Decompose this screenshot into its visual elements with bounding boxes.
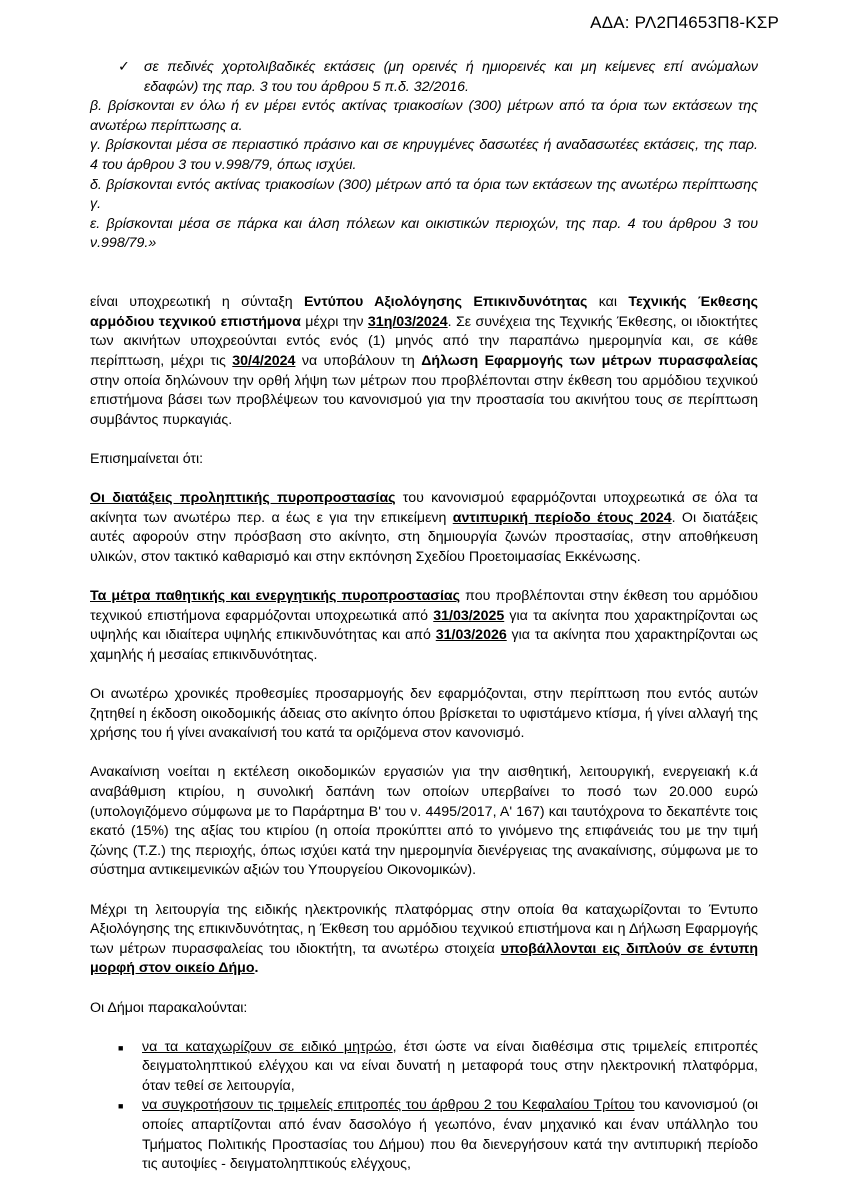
p3-period: αντιπυρική περίοδο έτους 2024	[452, 509, 672, 526]
p1-bold-2: Τεχνικής Έκθεσης αρμόδιου τεχνικού επιστήμονα	[90, 294, 758, 330]
paragraph-municipalities: Οι Δήμοι παρακαλούνται:	[90, 999, 248, 1016]
p4-date-1: 31/03/2025	[433, 607, 505, 624]
p1-text-4: . Σε συνέχεια της Τεχνικής Έκθεσης, οι ιδιοκτήτες των ακινήτων υποχρεούνται εντός ενός (1) μηνός από την παραπάνω ημερομηνία και, σε κάθε περίπτωση, μέχρι τις	[90, 313, 758, 369]
paragraph-note: Επισημαίνεται ότι:	[90, 450, 204, 467]
list-item-rest: , έτσι ώστε να είναι διαθέσιμα στις τριμελείς επιτροπές δειγματοληπτικού ελέγχου και να είναι δυνατή η μεταφορά τους στην ηλεκτρονική πλατφόρμα, όταν τεθεί σε λειτουργία,	[142, 1038, 758, 1094]
paragraph-obligation	[90, 293, 758, 430]
paragraph-measures	[90, 587, 758, 665]
check-item-text: σε πεδινές χορτολιβαδικές εκτάσεις (μη ορεινές ή ημιορεινές και μη κείμενες επί ανώμαλων εδαφών) της παρ. 3 του του άρθρου 5 π.δ. 32/2016.	[144, 59, 758, 95]
criterion-d: δ. βρίσκονται εντός ακτίνας τριακοσίων (300) μέτρων από τα όρια των εκτάσεων της ανωτέρω περίπτωσης γ.	[90, 176, 758, 213]
paragraph-deadlines: Οι ανωτέρω χρονικές προθεσμίες προσαρμογής δεν εφαρμόζονται, στην περίπτωση που εντός αυτών ζητηθεί η έκδοση οικοδομικής άδειας στο ακίνητο όπου βρίσκεται το υφιστάμενο κτίσμα, ή γίνει αλλαγή της χρήσης του ή γίνει ανακαίνισή του κατά τα οριζόμενα στον κανονισμό.	[90, 686, 758, 742]
list-item-underlined: να τα καταχωρίζουν σε ειδικό μητρώο	[142, 1038, 393, 1055]
p4-bold-1: Τα μέτρα παθητικής και ενεργητικής πυροπροστασίας	[90, 588, 461, 605]
list-item	[118, 1096, 758, 1174]
criteria-list	[90, 58, 758, 254]
p1-bold-1: Εντύπου Αξιολόγησης Επικινδυνότητας	[303, 294, 588, 311]
list-item	[118, 1038, 758, 1097]
municipality-tasks-list	[90, 1038, 758, 1175]
check-list-item	[90, 58, 758, 97]
p1-date-2: 30/4/2024	[232, 352, 296, 369]
p7-text-1: Μέχρι τη λειτουργία της ειδικής ηλεκτρονικής πλατφόρμας στην οποία θα καταχωρίζονται το Έντυπο Αξιολόγησης της επικινδυνότητας, η Έκθεση του αρμόδιου τεχνικού επιστήμονα και η Δήλωση Εφαρμογής των μέτρων πυρασφαλείας του ιδιοκτήτη, τα ανωτέρω στοιχεία	[90, 901, 758, 957]
p7-submission: υποβάλλονται εις διπλούν σε έντυπη μορφή στον οικείο Δήμο	[90, 940, 758, 977]
check-mark-icon: ✓	[118, 59, 130, 75]
ada-code: ΑΔΑ: ΡΛ2Π4653Π8-ΚΣΡ	[590, 13, 779, 32]
p1-text-2: και	[587, 294, 629, 311]
square-bullet-icon: ■	[118, 1042, 124, 1053]
paragraph-platform	[90, 901, 758, 979]
criterion-g: γ. βρίσκονται μέσα σε περιαστικό πράσινο και σε κηρυγμένες δασωτέες ή αναδασωτέες εκτάσεις, της παρ. 4 του άρθρου 3 του ν.998/79, όπως ισχύει.	[90, 137, 758, 173]
p3-text-2: . Οι διατάξεις αυτές αφορούν στην πρόσβαση στο ακίνητο, στη δημιουργία ζωνών προστασίας, στην αποθήκευση υλικών, στον τακτικό καθαρισμό και στην εκπόνηση Σχεδίου Προετοιμασίας Εκκένωσης.	[90, 509, 758, 565]
p4-text-2: για τα ακίνητα που χαρακτηρίζονται ως υψηλής και ιδιαίτερα υψηλής επικινδυνότητας και από	[90, 607, 758, 644]
square-bullet-icon: ■	[118, 1101, 124, 1112]
p4-date-2: 31/03/2026	[435, 627, 507, 644]
p3-text-1: του κανονισμού εφαρμόζονται υποχρεωτικά σε όλα τα ακίνητα των ανωτέρω περ. α έως ε για την επικείμενη	[90, 490, 758, 526]
document-body	[90, 58, 758, 1175]
p1-text-5: να υποβάλουν τη	[295, 352, 422, 369]
p4-text-1: που προβλέπονται στην έκθεση του αρμόδιου τεχνικού επιστήμονα εφαρμόζονται υποχρεωτικά από	[90, 588, 758, 624]
list-item-rest: του κανονισμού (οι οποίες απαρτίζονται από έναν δασολόγο ή γεωπόνο, έναν μηχανικό και έναν υπάλληλο του Τμήματος Πολιτικής Προστασίας του Δήμου) που θα διενεργήσουν κατά την αντιπυρική περίοδο τις αυτοψίες - δειγματοληπτικούς ελέγχους,	[142, 1097, 759, 1173]
list-item-text	[142, 1038, 758, 1097]
p4-text-3: για τα ακίνητα που χαρακτηρίζονται ως χαμηλής ή μεσαίας επικινδυνότητας.	[90, 627, 759, 663]
list-item-underlined: να συγκροτήσουν τις τριμελείς επιτροπές του άρθρου 2 του Κεφαλαίου Τρίτου	[142, 1097, 635, 1114]
p1-bold-3: Δήλωση Εφαρμογής των μέτρων πυρασφαλείας	[421, 352, 759, 369]
criterion-e: ε. βρίσκονται μέσα σε πάρκα και άλση πόλεων και οικιστικών περιοχών, της παρ. 4 του άρθρου 3 του ν.998/79.»	[90, 215, 758, 252]
paragraph-preventive	[90, 489, 758, 567]
p1-date-1: 31η/03/2024	[367, 313, 448, 330]
p1-text-6: στην οποία δηλώνουν την ορθή λήψη των μέτρων που προβλέπονται στην έκθεση του αρμόδιου τεχνικού επιστήμονα βάσει των προβλέψεων του κανονισμού για την προστασία του ακινήτου τους σε περίπτωση συμβάντος πυρκαγιάς.	[90, 372, 758, 428]
paragraph-renovation: Ανακαίνιση νοείται η εκτέλεση οικοδομικών εργασιών για την αισθητική, λειτουργική, ενεργειακή κ.ά αναβάθμιση κτιρίου, η συνολική δαπάνη των οποίων υπερβαίνει το ποσό των 20.000 ευρώ (υπολογιζόμενο σύμφωνα με το Παράρτημα Β' του ν. 4495/2017, Α' 167) και ταυτόχρονα το δεκαπέντε τοις εκατό (15%) της αξίας του κτιρίου (η οποία προκύπτει από το γινόμενο της επιφάνειάς του με την τιμή ζώνης (Τ.Ζ.) της περιοχής, όπως ισχύει κατά την ημερομηνία διενέργειας της ανακαίνισης, σύμφωνα με το σύστημα αντικειμενικών αξιών του Υπουργείου Οικονομικών).	[90, 764, 758, 879]
p3-bold-1: Οι διατάξεις προληπτικής πυροπροστασίας	[90, 490, 396, 507]
p1-text-3: μέχρι την	[300, 313, 368, 330]
p7-text-2: .	[254, 960, 259, 977]
list-item-text	[142, 1096, 758, 1174]
p1-text-1: είναι υποχρεωτική η σύνταξη	[90, 294, 304, 311]
criterion-b: β. βρίσκονται εν όλω ή εν μέρει εντός ακτίνας τριακοσίων (300) μέτρων από τα όρια των εκτάσεων της ανωτέρω περίπτωσης α.	[90, 98, 758, 134]
